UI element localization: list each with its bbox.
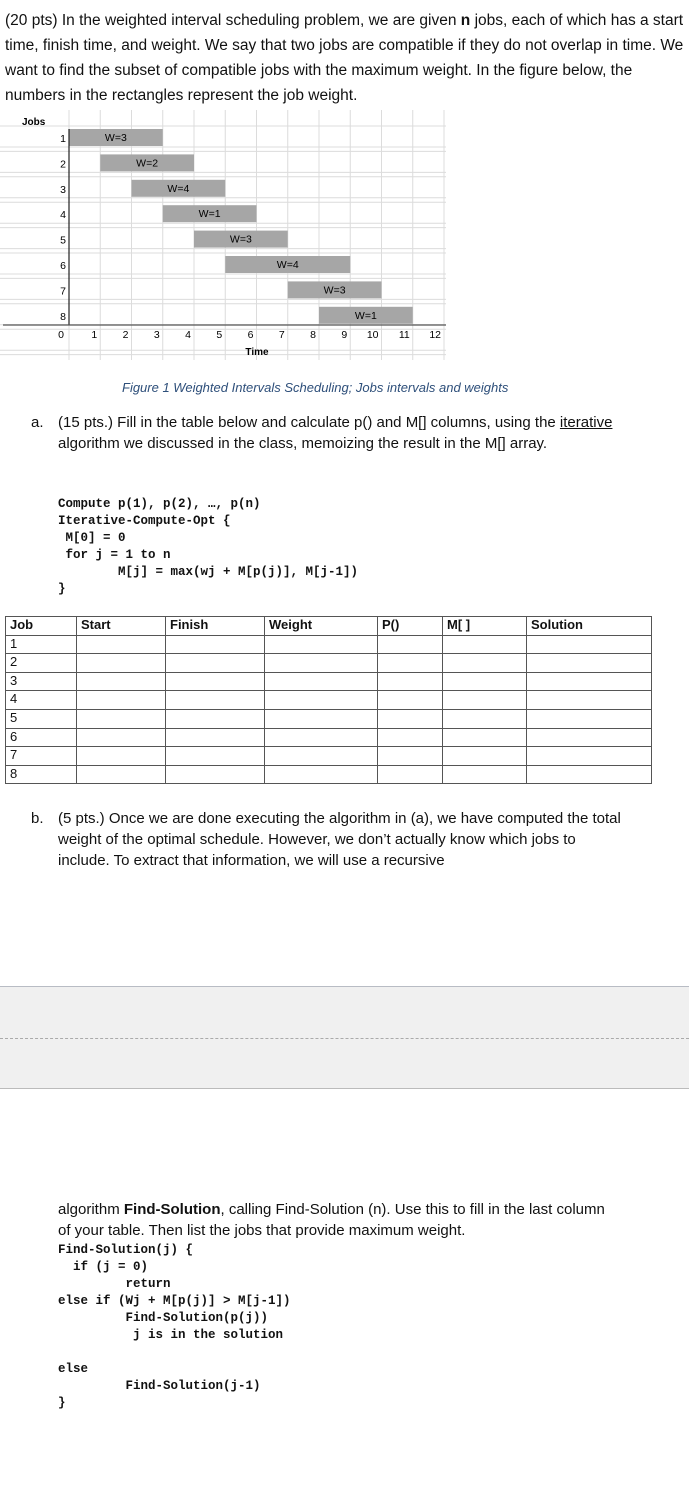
- answer-cell-m[interactable]: [443, 747, 527, 766]
- x-tick-label: 10: [366, 329, 379, 341]
- answer-cell-m[interactable]: [443, 728, 527, 747]
- part-b-text: (5 pts.) Once we are done executing the algorithm in (a), we have computed the total weight of the optimal schedule. However, we don’t actually know which jobs to include. To extract that information, we will use a recursive: [58, 810, 621, 869]
- part-b-continued: [58, 1199, 618, 1241]
- part-a-text: [58, 412, 638, 454]
- bar-weight-label: W=4: [167, 182, 190, 195]
- answer-cell-m[interactable]: [443, 691, 527, 710]
- column-header: P(): [378, 617, 443, 636]
- table-row: [6, 765, 652, 784]
- answer-cell-weight[interactable]: [265, 709, 378, 728]
- job-number: 3: [6, 672, 77, 691]
- answer-cell-weight[interactable]: [265, 672, 378, 691]
- column-header: Weight: [265, 617, 378, 636]
- answer-cell-solution[interactable]: [527, 672, 652, 691]
- answer-cell-p[interactable]: [378, 709, 443, 728]
- answer-cell-finish[interactable]: [166, 635, 265, 654]
- bar-weight-label: W=3: [323, 284, 346, 297]
- intro-n: n: [460, 12, 471, 29]
- intro-text-rest: jobs, each of which has a start time, finish time, and weight. We say that two jobs are compatible if they do not overlap in time. We want to find the subset of compatible jobs with the maximum weight. In the figure below, the numbers in the rectangles represent the job weight.: [5, 12, 684, 104]
- bar-weight-label: W=2: [136, 157, 159, 170]
- answer-cell-solution[interactable]: [527, 709, 652, 728]
- job-tick-label: 8: [60, 310, 66, 323]
- answer-cell-solution[interactable]: [527, 728, 652, 747]
- answer-cell-start[interactable]: [77, 765, 166, 784]
- x-tick-label: 9: [341, 329, 348, 341]
- x-tick-label: 4: [185, 329, 191, 341]
- answer-cell-finish[interactable]: [166, 728, 265, 747]
- answer-cell-start[interactable]: [77, 635, 166, 654]
- answer-cell-finish[interactable]: [166, 709, 265, 728]
- job-tick-label: 7: [60, 285, 66, 298]
- iterative-code: Compute p(1), p(2), …, p(n) Iterative-Compute-Opt { M[0] = 0 for j = 1 to n M[j] = max(wj + M[p(j)], M[j-1]) }: [58, 497, 359, 596]
- x-tick-label: 5: [216, 329, 223, 341]
- table-row: [6, 747, 652, 766]
- answer-cell-m[interactable]: [443, 635, 527, 654]
- column-header: Start: [77, 617, 166, 636]
- answer-cell-weight[interactable]: [265, 654, 378, 673]
- answer-cell-p[interactable]: [378, 747, 443, 766]
- problem-intro: [5, 8, 685, 108]
- part-a-underlined: iterative: [559, 414, 613, 431]
- answer-cell-p[interactable]: [378, 635, 443, 654]
- answer-cell-m[interactable]: [443, 654, 527, 673]
- find-solution-code: Find-Solution(j) { if (j = 0) return else if (Wj + M[p(j)] > M[j-1]) Find-Solution(p(j)) j is in the solution else Find-Solution(j-1) }: [58, 1243, 291, 1410]
- answer-cell-m[interactable]: [443, 765, 527, 784]
- answer-cell-p[interactable]: [378, 672, 443, 691]
- bar-weight-label: W=1: [354, 309, 377, 322]
- answer-cell-solution[interactable]: [527, 765, 652, 784]
- part-b-cont2: , calling Find-Solution (n). Use this to fill in the last column of your table. Then list the jobs that provide maximum weight.: [58, 1201, 605, 1239]
- table-row: [6, 654, 652, 673]
- x-tick-label: 1: [91, 329, 98, 341]
- answer-cell-solution[interactable]: [527, 747, 652, 766]
- job-tick-label: 6: [60, 260, 66, 272]
- part-b-cont1: algorithm: [58, 1201, 124, 1218]
- column-header: Job: [6, 617, 77, 636]
- answer-cell-weight[interactable]: [265, 747, 378, 766]
- job-tick-label: 2: [60, 158, 66, 171]
- bar-weight-label: W=3: [104, 132, 127, 144]
- answer-cell-finish[interactable]: [166, 747, 265, 766]
- job-tick-label: 5: [60, 234, 66, 247]
- intro-text: (20 pts) In the weighted interval scheduling problem, we are given: [5, 12, 461, 29]
- part-a-text2: algorithm we discussed in the class, memoizing the result in the M[] array.: [58, 435, 548, 452]
- answer-cell-p[interactable]: [378, 691, 443, 710]
- answer-cell-solution[interactable]: [527, 635, 652, 654]
- page-break-line: [0, 1038, 689, 1039]
- job-number: 6: [6, 728, 77, 747]
- x-tick-label: 0: [58, 329, 64, 341]
- x-tick-label: 7: [278, 329, 285, 341]
- answer-cell-start[interactable]: [77, 672, 166, 691]
- answer-cell-weight[interactable]: [265, 765, 378, 784]
- x-tick-label: 2: [122, 329, 129, 341]
- answer-cell-weight[interactable]: [265, 728, 378, 747]
- answer-cell-start[interactable]: [77, 654, 166, 673]
- page-break: [0, 986, 689, 1089]
- answer-cell-start[interactable]: [77, 747, 166, 766]
- answer-cell-p[interactable]: [378, 765, 443, 784]
- job-number: 2: [6, 654, 77, 673]
- find-solution-name: Find-Solution: [123, 1201, 221, 1218]
- answer-cell-finish[interactable]: [166, 765, 265, 784]
- job-tick-label: 1: [60, 133, 66, 145]
- answer-cell-p[interactable]: [378, 728, 443, 747]
- job-number: 7: [6, 747, 77, 766]
- table-row: [6, 709, 652, 728]
- column-header: Solution: [527, 617, 652, 636]
- y-axis-label: Jobs: [22, 117, 46, 128]
- x-tick-label: 8: [310, 329, 316, 341]
- job-number: 4: [6, 691, 77, 710]
- column-header: M[ ]: [443, 617, 527, 636]
- answer-cell-m[interactable]: [443, 709, 527, 728]
- table-row: [6, 691, 652, 710]
- x-tick-label: 12: [429, 329, 441, 341]
- table-row: [6, 672, 652, 691]
- job-interval-chart: [0, 110, 460, 360]
- answer-cell-start[interactable]: [77, 728, 166, 747]
- bar-weight-label: W=1: [198, 208, 221, 221]
- job-number: 8: [6, 765, 77, 784]
- answer-cell-weight[interactable]: [265, 691, 378, 710]
- answer-cell-start[interactable]: [77, 709, 166, 728]
- answer-cell-finish[interactable]: [166, 672, 265, 691]
- part-a-text1: (15 pts.) Fill in the table below and calculate p() and M[] columns, using the: [58, 414, 560, 431]
- job-tick-label: 3: [60, 183, 66, 196]
- table-row: [6, 635, 652, 654]
- answer-cell-solution[interactable]: [527, 691, 652, 710]
- bar-weight-label: W=4: [276, 259, 299, 271]
- figure-caption: Figure 1 Weighted Intervals Scheduling; Jobs intervals and weights: [122, 380, 509, 395]
- answer-cell-m[interactable]: [443, 672, 527, 691]
- job-tick-label: 4: [60, 209, 66, 222]
- column-header: Finish: [166, 617, 265, 636]
- x-tick-label: 3: [153, 329, 160, 341]
- part-b-marker: b.: [31, 810, 44, 827]
- x-axis-label: Time: [245, 347, 269, 358]
- answer-cell-finish[interactable]: [166, 691, 265, 710]
- x-tick-label: 11: [398, 329, 410, 341]
- part-a-marker: a.: [31, 414, 44, 431]
- answer-table: [5, 616, 652, 784]
- job-number: 5: [6, 709, 77, 728]
- table-row: [6, 728, 652, 747]
- answer-cell-finish[interactable]: [166, 654, 265, 673]
- bar-weight-label: W=3: [229, 233, 252, 246]
- x-tick-label: 6: [247, 329, 254, 341]
- job-number: 1: [6, 635, 77, 654]
- answer-cell-weight[interactable]: [265, 635, 378, 654]
- answer-cell-solution[interactable]: [527, 654, 652, 673]
- answer-cell-start[interactable]: [77, 691, 166, 710]
- answer-cell-p[interactable]: [378, 654, 443, 673]
